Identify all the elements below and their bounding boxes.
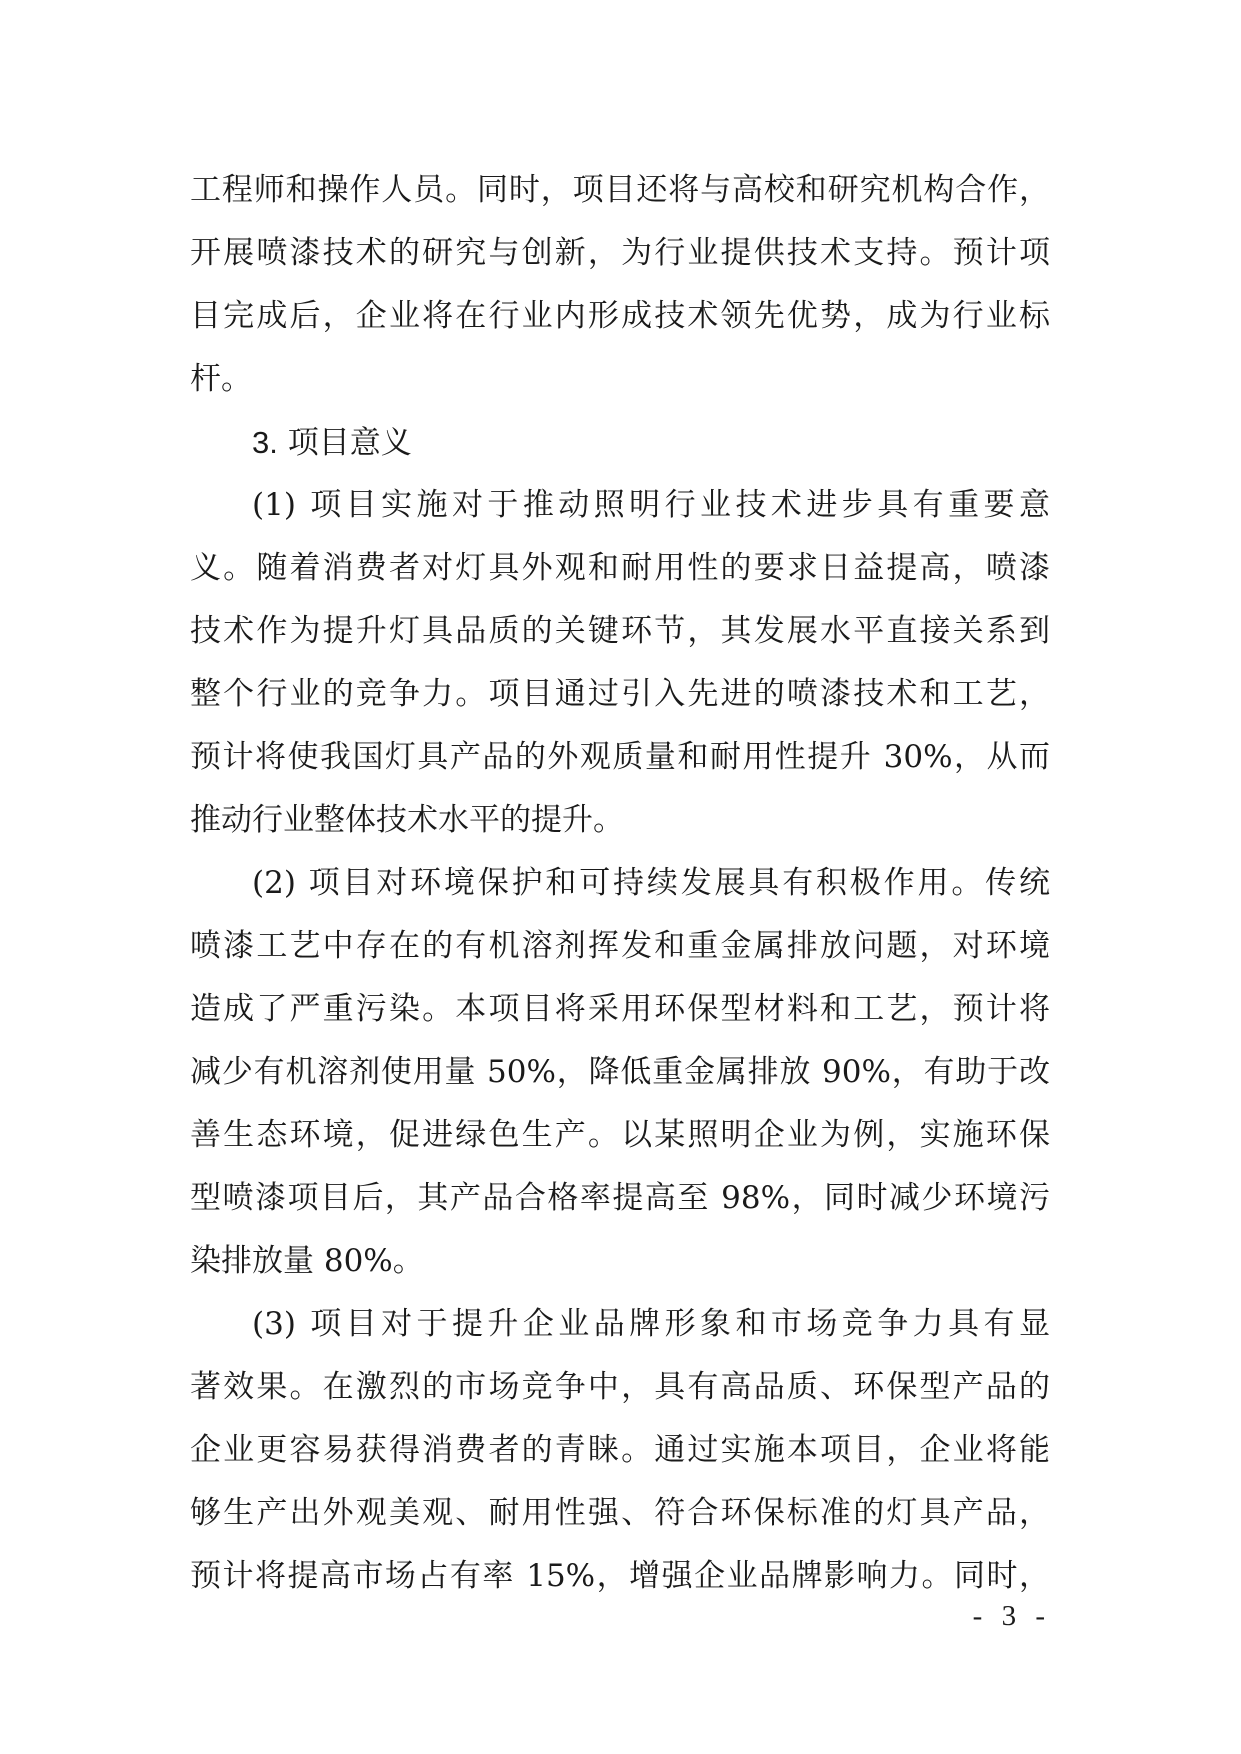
text-line: 杆。 xyxy=(190,361,252,397)
text-line: 推动行业整体技术水平的提升。 xyxy=(190,802,624,838)
text-line: 够生产出外观美观、耐用性强、符合环保标准的灯具产品， xyxy=(190,1495,1050,1531)
text-line: 整个行业的竞争力。项目通过引入先进的喷漆技术和工艺， xyxy=(190,676,1050,712)
text-line: 造成了严重污染。本项目将采用环保型材料和工艺，预计将 xyxy=(190,991,1050,1027)
text-line: (3) 项目对于提升企业品牌形象和市场竞争力具有显 xyxy=(252,1306,1050,1342)
text-line: 义。随着消费者对灯具外观和耐用性的要求日益提高，喷漆 xyxy=(190,550,1050,586)
text-line: 目完成后，企业将在行业内形成技术领先优势，成为行业标 xyxy=(190,298,1050,334)
paragraph-3 xyxy=(190,1293,1050,1608)
paragraph-2 xyxy=(190,852,1050,1293)
text-line: 企业更容易获得消费者的青睐。通过实施本项目，企业将能 xyxy=(190,1432,1050,1468)
text-line: 开展喷漆技术的研究与创新，为行业提供技术支持。预计项 xyxy=(190,235,1050,271)
text-line: 工程师和操作人员。同时，项目还将与高校和研究机构合作， xyxy=(190,172,1050,208)
paragraph-continuation xyxy=(190,159,1050,411)
text-line: 染排放量 80%。 xyxy=(190,1243,424,1279)
text-line: 减少有机溶剂使用量 50%，降低重金属排放 90%，有助于改 xyxy=(190,1054,1050,1090)
section-title: 项目意义 xyxy=(287,425,412,461)
body-text xyxy=(190,159,1050,1608)
section-number: 3. xyxy=(252,425,278,460)
text-line: (1) 项目实施对于推动照明行业技术进步具有重要意 xyxy=(252,487,1050,523)
text-line: 喷漆工艺中存在的有机溶剂挥发和重金属排放问题，对环境 xyxy=(190,928,1050,964)
text-line: 预计将提高市场占有率 15%，增强企业品牌影响力。同时， xyxy=(190,1558,1050,1594)
text-line: 善生态环境，促进绿色生产。以某照明企业为例，实施环保 xyxy=(190,1117,1050,1153)
section-heading xyxy=(190,411,1050,474)
text-line: 型喷漆项目后，其产品合格率提高至 98%，同时减少环境污 xyxy=(190,1180,1050,1216)
paragraph-1 xyxy=(190,474,1050,852)
text-line: 预计将使我国灯具产品的外观质量和耐用性提升 30%，从而 xyxy=(190,739,1050,775)
text-line: (2) 项目对环境保护和可持续发展具有积极作用。传统 xyxy=(252,865,1050,901)
text-line: 著效果。在激烈的市场竞争中，具有高品质、环保型产品的 xyxy=(190,1369,1050,1405)
text-line: 技术作为提升灯具品质的关键环节，其发展水平直接关系到 xyxy=(190,613,1050,649)
page-number: - 3 - xyxy=(972,1600,1051,1632)
